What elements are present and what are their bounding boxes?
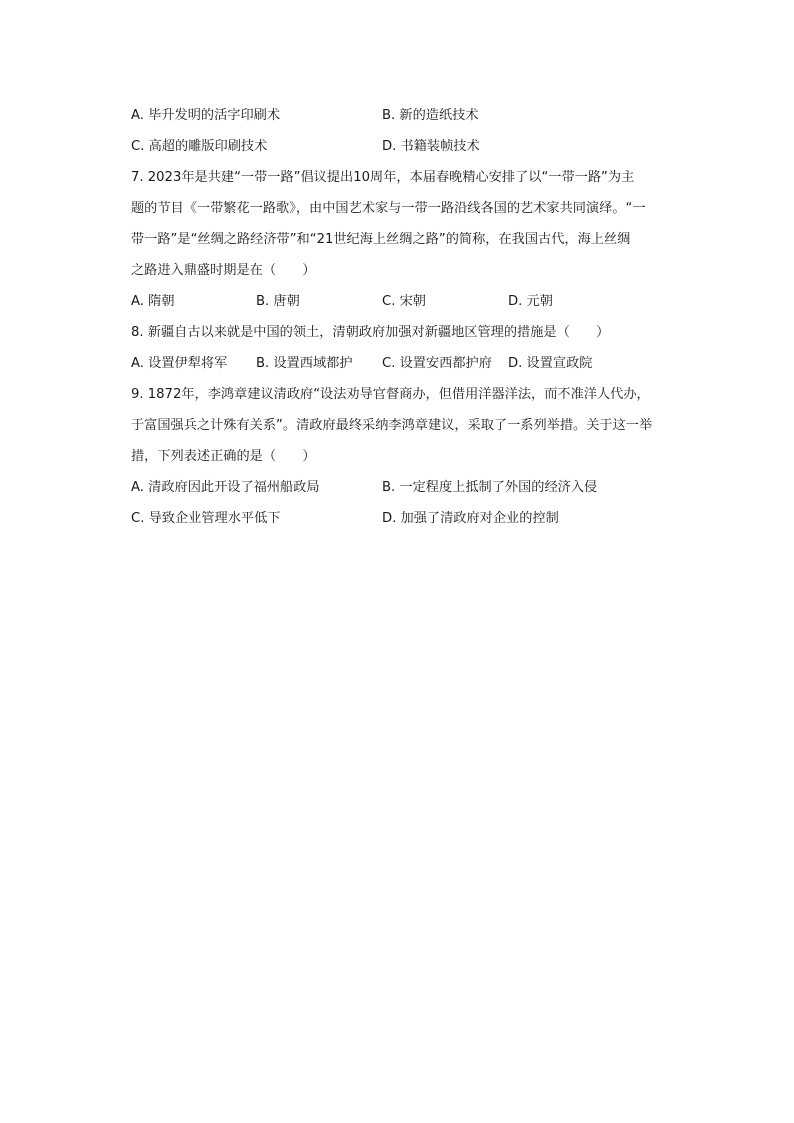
q7-stem-line-3: 带一路”是“丝绸之路经济带”和“21世纪海上丝绸之路”的简称，在我国古代，海上丝绸 — [131, 232, 631, 247]
q9-option-c: C. 导致企业管理水平低下 — [131, 511, 281, 526]
question-9 — [131, 379, 693, 534]
q8-option-d: D. 设置宣政院 — [508, 356, 593, 371]
q7-stem-line-4: 之路进入鼎盛时期是在（ ） — [131, 263, 316, 278]
q9-stem-line-3: 措，下列表述正确的是（ ） — [131, 449, 316, 464]
q9-option-d: D. 加强了清政府对企业的控制 — [382, 511, 559, 526]
q7-option-d: D. 元朝 — [508, 294, 553, 309]
q6-option-b: B. 新的造纸技术 — [382, 108, 479, 123]
q7-option-c: C. 宋朝 — [382, 294, 426, 309]
exam-page — [131, 100, 693, 534]
q9-options-row-1 — [131, 472, 693, 503]
q6-options-row-1 — [131, 100, 693, 131]
q9-options-row-2 — [131, 503, 693, 534]
q6-option-c: C. 高超的雕版印刷技术 — [131, 139, 268, 154]
q9-stem-line-2: 于富国强兵之计殊有关系”。清政府最终采纳李鸿章建议，采取了一系列举措。关于这一举 — [131, 418, 653, 433]
q9-option-b: B. 一定程度上抵制了外国的经济入侵 — [382, 480, 598, 495]
q7-option-a: A. 隋朝 — [131, 294, 175, 309]
q7-option-b: B. 唐朝 — [256, 294, 300, 309]
question-8 — [131, 317, 693, 379]
q7-stem-line-2: 题的节目《一带繁花一路歌》，由中国艺术家与一带一路沿线各国的艺术家共同演绎。“一 — [131, 201, 646, 216]
q8-option-b: B. 设置西域都护 — [256, 356, 353, 371]
q8-options-row — [131, 348, 693, 379]
q6-option-a: A. 毕升发明的活字印刷术 — [131, 108, 281, 123]
q6-option-d: D. 书籍装帧技术 — [382, 139, 480, 154]
q8-option-c: C. 设置安西都护府 — [382, 356, 492, 371]
q6-options-row-2 — [131, 131, 693, 162]
q7-stem-line-1: 7. 2023年是共建“一带一路”倡议提出10周年，本届春晚精心安排了以“一带一路”为主 — [131, 170, 635, 185]
q8-option-a: A. 设置伊犁将军 — [131, 356, 228, 371]
q9-stem-line-1: 9. 1872年，李鸿章建议清政府“设法劝导官督商办，但借用洋器洋法，而不准洋人代办， — [131, 387, 650, 402]
q9-option-a: A. 清政府因此开设了福州船政局 — [131, 480, 320, 495]
q8-stem-line-1: 8. 新疆自古以来就是中国的领土，清朝政府加强对新疆地区管理的措施是（ ） — [131, 325, 610, 340]
question-7 — [131, 162, 693, 317]
q7-options-row — [131, 286, 693, 317]
